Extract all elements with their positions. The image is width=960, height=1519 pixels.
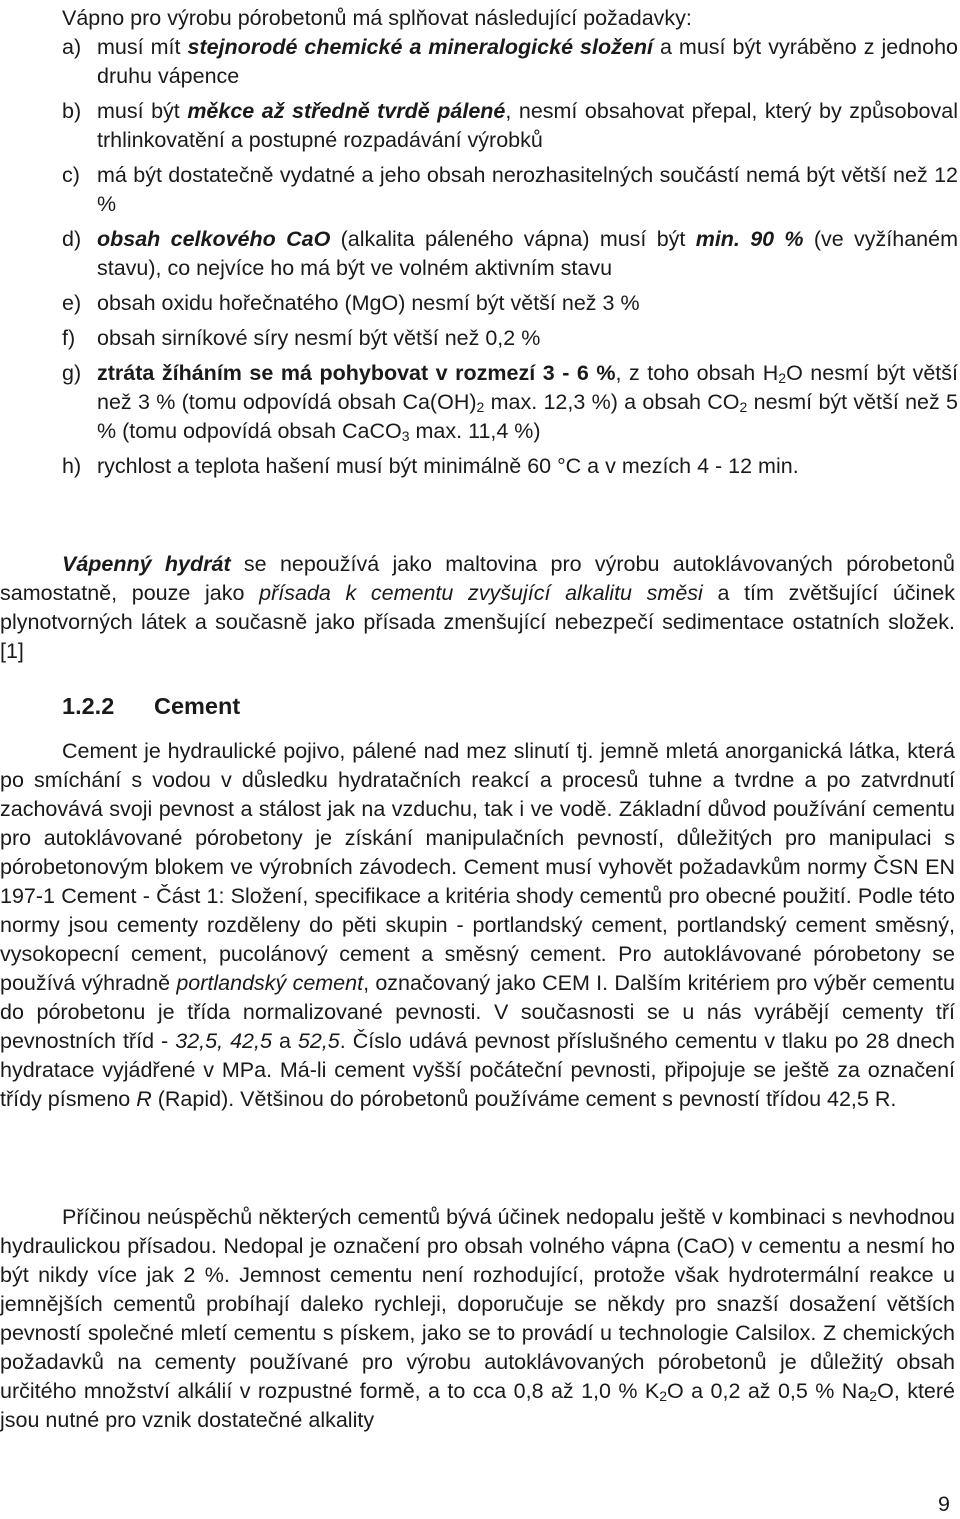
list-item: g) ztráta žíháním se má pohybovat v rozmezí 3 - 6 %, z toho obsah $H_2O$ nesmí být větší než 3 % (tomu odpovídá obsah $Ca(OH)_2$ max. 12,3 %) a obsah $CO_2$ nesmí být větší než 5 % (tomu odpovídá obsah CaCO$_3$ max. 11,4 %) (62, 361, 959, 444)
requirements-list (62, 33, 958, 487)
list-item: d) obsah celkového CaO (alkalita páleného vápna) musí být min. 90 % (ve vyžíhaném stavu), co nejvíce ho má být ve volném aktivním stavu (62, 227, 958, 280)
paragraph-cement: Cement je hydraulické pojivo, pálené nad mez slinutí tj. jemně mletá anorganická látka, která po smíchání s vodou v důsledku hydratačních reakcí a procesů tuhne a tvrdne a po zatvrdnutí zachovává svoji pevnost a stálost jak na vzduchu, tak i ve vodě. Základní důvod používání cementu pro autoklávované pórobetony je získání manipulačních pevností, důležitých pro manipulaci s pórobetonovým blokem ve výrobních závodech. Cement musí vyhovět požadavkům normy ČSN EN 197-1 Cement - Část 1: Složení, specifikace a kritéria shody cementů pro obecné použití. Podle této normy jsou cementy rozděleny do pěti skupin - portlandský cement, portlandský cement směsný, vysokopecní cement, pucolánový cement a směsný cement. Pro autoklávované pórobetony se používá výhradně portlandský cement, označovaný jako CEM I. Dalším kritériem pro výběr cementu do pórobetonu je třída normalizované pevnosti. V současnosti se u nás vyrábějí cementy tří pevnostních tříd - 32,5, 42,5 a 52,5. Číslo udává pevnost příslušného cementu v tlaku po 28 dnech hydratace vyjádřené v MPa. Má-li cement vyšší počáteční pevnosti, připojuje se ještě za označení třídy písmeno R (Rapid). Většinou do pórobetonů používáme cement s pevností třídou 42,5 R. (0, 739, 956, 1111)
list-item: h) rychlost a teplota hašení musí být minimálně 60 °C a v mezích 4 - 12 min. (62, 454, 799, 478)
list-item: a) musí mít stejnorodé chemické a mineralogické složení a musí být vyráběno z jednoho druhu vápence (62, 35, 958, 88)
section-title: Cement (154, 693, 241, 719)
section-heading (62, 693, 240, 720)
list-item: b) musí být měkce až středně tvrdě pálené, nesmí obsahovat přepal, který by způsoboval trhlinkovatění a postupné rozpadávání výrobků (62, 99, 959, 152)
list-item: f) obsah sirníkové síry nesmí být větší než 0,2 % (62, 326, 541, 350)
list-item: c) má být dostatečně vydatné a jeho obsah nerozhasitelných součástí nemá být větší než 12 % (62, 163, 958, 216)
intro-line: Vápno pro výrobu pórobetonů má splňovat následující požadavky: (62, 6, 692, 30)
section-number: 1.2.2 (62, 693, 115, 719)
paragraph-vapenny-hydrat: Vápenný hydrát se nepoužívá jako maltovina pro výrobu autoklávovaných pórobetonů samostatně, pouze jako přísada k cementu zvyšující alkalitu směsi a tím zvětšující účinek plynotvorných látek a současně jako přísada zmenšující nebezpečí sedimentace ostatních složek. [1] (0, 552, 956, 663)
list-item: e) obsah oxidu hořečnatého (MgO) nesmí být větší než 3 % (62, 291, 640, 315)
paragraph-nedopal: Příčinou neúspěchů některých cementů bývá účinek nedopalu ještě v kombinaci s nevhodnou hydraulickou přísadou. Nedopal je označení pro obsah volného vápna (CaO) v cementu a nesmí ho být nikdy více jak 2 %. Jemnost cementu není rozhodující, protože však hydrotermální reakce u jemnějších cementů probíhají daleko rychleji, doporučuje se někdy pro snazší dosažení větších pevností společné mletí cementu s pískem, jako se to provádí u technologie Calsilox. Z chemických požadavků na cementy používané pro výrobu autoklávovaných pórobetonů je důležitý obsah určitého množství alkálií v rozpustné formě, a to cca 0,8 až 1,0 % $K_2O$ a 0,2 až 0,5 % $Na_2O$, které jsou nutné pro vznik dostatečné alkality (0, 1205, 956, 1432)
page-number: 9 (938, 1492, 950, 1516)
